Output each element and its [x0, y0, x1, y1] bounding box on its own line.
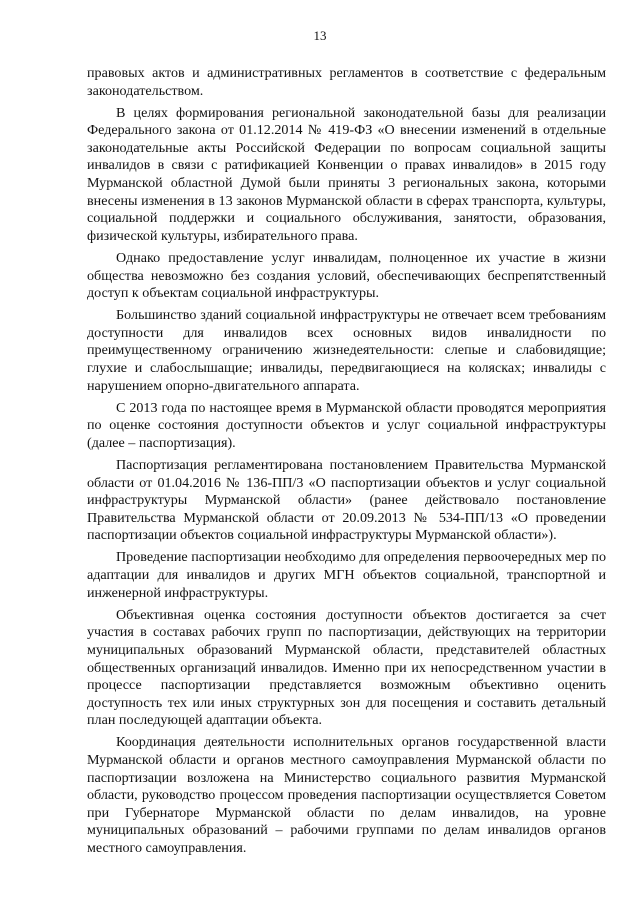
- paragraph-regulation: Паспортизация регламентирована постановлением Правительства Мурманской области от 01.04.2016 № 136-ПП/3 «О паспортизации объектов и услуг социальной инфраструктуры Мурманской области» (ранее действовало постановление Правительства Мурманской области от 20.09.2013 № 534-ПП/13 «О проведении паспортизации объектов социальной инфраструктуры Мурманской области»).: [87, 456, 606, 544]
- paragraph-purpose: Проведение паспортизации необходимо для определения первоочередных мер по адаптации для инвалидов и других МГН объектов социальной, транспортной и инженерной инфраструктуры.: [87, 549, 606, 601]
- paragraph-coordination: Координация деятельности исполнительных органов государственной власти Мурманской области и органов местного самоуправления Мурманской области по паспортизации возложена на Министерство социального развития Мурманской области, руководство процессом проведения паспортизации осуществляется Советом при Губернаторе Мурманской области по делам инвалидов, на уровне муниципальных образований – рабочими группами по делам инвалидов органов местного самоуправления.: [87, 734, 606, 856]
- paragraph-buildings: Большинство зданий социальной инфраструктуры не отвечает всем требованиям доступности для инвалидов всех основных видов инвалидности по преимущественному ограничению жизнедеятельности: слепые и слабовидящие; глухие и слабослышащие; инвалиды, передвигающиеся на колясках; инвалиды с нарушением опорно-двигательного аппарата.: [87, 307, 606, 394]
- paragraph-continuation: правовых актов и административных регламентов в соответствие с федеральным законодательством.: [87, 65, 606, 99]
- paragraph-legislation: В целях формирования региональной законодательной базы для реализации Федерального закона от 01.12.2014 № 419-ФЗ «О внесении изменений в отдельные законодательные акты Российской Федерации по вопросам социальной защиты инвалидов в связи с ратификацией Конвенции о правах инвалидов» в 2015 году Мурманской областной Думой были приняты 3 региональных закона, которыми внесены изменения в 13 законов Мурманской области в сферах транспорта, культуры, социальной поддержки и социального обслуживания, занятости, образования, физической культуры, избирательного права.: [87, 104, 606, 244]
- paragraph-access: Однако предоставление услуг инвалидам, полноценное их участие в жизни общества невозможно без создания условий, обеспечивающих беспрепятственный доступ к объектам социальной инфраструктуры.: [87, 249, 606, 302]
- paragraph-assessment-start: С 2013 года по настоящее время в Мурманской области проводятся мероприятия по оценке состояния доступности объектов и услуг социальной инфраструктуры (далее – паспортизация).: [87, 399, 606, 451]
- document-body: [87, 65, 606, 862]
- page-number: 13: [313, 28, 327, 43]
- paragraph-objective-assessment: Объективная оценка состояния доступности объектов достигается за счет участия в составах рабочих групп по паспортизации, действующих на территории муниципальных образований Мурманской области, представителей областных общественных организаций инвалидов. Именно при их непосредственном участии в процессе паспортизации представляется возможным объективно оценить доступность тех или иных структурных зон для посещения и составить детальный план последующей адаптации объекта.: [87, 606, 606, 729]
